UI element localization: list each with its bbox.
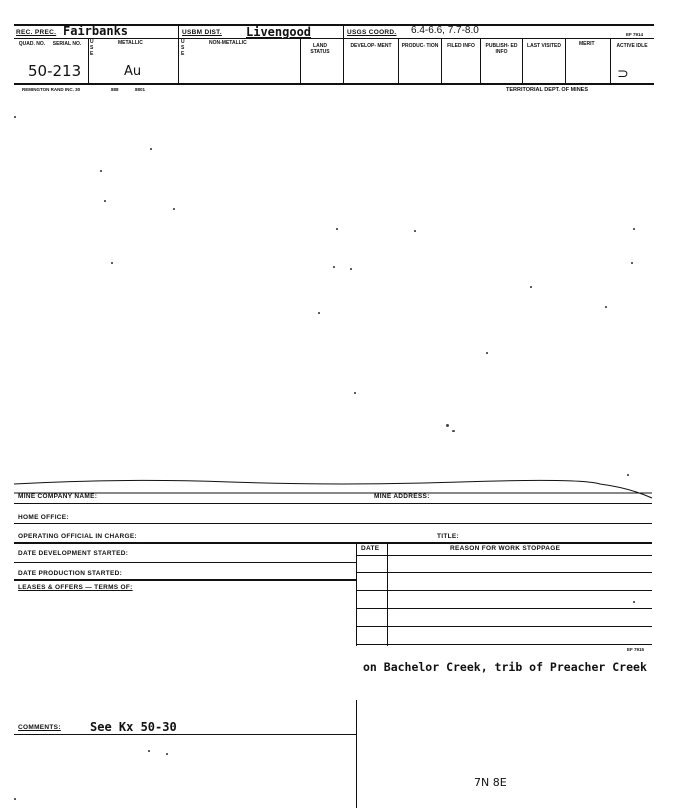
scan-speck xyxy=(318,312,320,314)
table-date-divider xyxy=(387,542,388,646)
card-top-edge xyxy=(0,470,678,500)
form-number-front: EF 7914 xyxy=(626,32,644,37)
scan-speck xyxy=(14,798,16,800)
usbm-dist-label: USBM DIST. xyxy=(182,29,222,36)
scan-speck xyxy=(111,262,113,264)
col-divider xyxy=(565,38,566,84)
home-office-label: HOME OFFICE: xyxy=(18,514,69,521)
comments-value: See Kx 50-30 xyxy=(90,720,177,734)
filed-info-text: FILED INFO xyxy=(447,43,475,49)
scan-speck xyxy=(627,474,629,476)
scan-speck xyxy=(605,306,607,308)
scan-speck xyxy=(104,200,106,202)
printer-imprint: REMINGTON RAND INC. 30 xyxy=(22,87,81,92)
quad-serial-value: 50-213 xyxy=(28,62,82,80)
index-card-front xyxy=(0,0,678,100)
serial-no-text: SERIAL NO. xyxy=(52,41,82,47)
date-production-started-label: DATE PRODUCTION STARTED: xyxy=(18,570,123,577)
col-divider xyxy=(178,24,179,84)
col-divider xyxy=(441,38,442,84)
township-range-note: 7N 8E xyxy=(474,776,507,789)
date-column-header: DATE xyxy=(361,545,380,552)
scan-speck xyxy=(166,753,168,755)
use-left-header xyxy=(90,39,96,57)
col-divider xyxy=(522,38,523,84)
reason-column-header: REASON FOR WORK STOPPAGE xyxy=(450,545,561,552)
use-u: U xyxy=(181,39,185,45)
comments-label: COMMENTS: xyxy=(18,724,61,731)
use-right-header xyxy=(181,39,187,57)
mine-address-label: MINE ADDRESS: xyxy=(374,493,430,500)
metallic-header: METALLIC xyxy=(118,40,143,46)
scan-speck xyxy=(414,230,416,232)
location-note: on Bachelor Creek, trib of Preacher Creek xyxy=(363,660,647,674)
development-text: DEVELOP- MENT xyxy=(350,43,392,49)
scan-speck xyxy=(631,262,633,264)
scan-speck xyxy=(530,286,532,288)
col-divider xyxy=(610,38,611,84)
rule xyxy=(356,644,652,645)
production-text: PRODUC- TION xyxy=(401,43,439,49)
usgs-coord-label: USGS COORD. xyxy=(347,29,397,36)
production-header xyxy=(401,43,439,49)
rule xyxy=(14,562,356,563)
mine-company-name-label: MINE COMPANY NAME: xyxy=(18,493,98,500)
rule xyxy=(14,523,652,524)
col-divider xyxy=(398,38,399,84)
rule xyxy=(356,572,652,573)
record-bottom-rule xyxy=(14,83,654,85)
form-number-back: EF 7915 xyxy=(627,647,645,652)
land-status-header xyxy=(303,43,337,55)
serial-no-header xyxy=(50,41,84,47)
operating-official-label: OPERATING OFFICIAL IN CHARGE: xyxy=(18,533,137,540)
metallic-value: Au xyxy=(124,64,142,79)
scan-speck xyxy=(452,430,455,432)
published-info-header xyxy=(483,43,520,55)
last-visited-header xyxy=(525,43,563,49)
printer-code-a: 888 xyxy=(111,87,119,92)
usgs-coord-value: 6.4-6.6, 7.7-8.0 xyxy=(411,25,479,36)
scan-speck xyxy=(486,352,488,354)
scan-speck xyxy=(633,601,635,603)
published-info-text: PUBLISH- ED INFO xyxy=(485,43,518,55)
col-divider xyxy=(343,24,344,84)
scan-speck xyxy=(633,228,635,230)
col-divider xyxy=(88,38,89,84)
printer-code-b: 8801 xyxy=(135,87,146,92)
scan-speck xyxy=(336,228,338,230)
use-u: U xyxy=(90,39,94,45)
rec-prec-value: Fairbanks xyxy=(63,24,129,38)
leases-offers-label: LEASES & OFFERS — TERMS OF: xyxy=(18,584,133,591)
land-status-text: LAND STATUS xyxy=(310,43,330,55)
active-idle-mark: ⊃ xyxy=(617,66,629,82)
col-divider xyxy=(480,38,481,84)
development-header xyxy=(346,43,396,49)
lower-divider xyxy=(356,700,357,808)
last-visited-text: LAST VISITED xyxy=(527,43,561,49)
rule xyxy=(14,503,652,504)
header-bottom-rule xyxy=(14,38,654,39)
scan-speck xyxy=(350,268,352,270)
rule xyxy=(356,608,652,609)
use-s: S xyxy=(181,45,185,51)
scan-speck xyxy=(446,424,449,427)
scan-speck xyxy=(100,170,102,172)
scan-speck xyxy=(150,148,152,150)
merit-header: MERIT xyxy=(579,41,595,47)
rec-prec-label: REC. PREC. xyxy=(16,29,57,36)
active-idle-header xyxy=(613,43,651,49)
col-divider xyxy=(300,38,301,84)
quad-no-header xyxy=(16,41,48,47)
scan-speck xyxy=(333,266,335,268)
rule xyxy=(14,579,356,581)
date-development-started-label: DATE DEVELOPMENT STARTED: xyxy=(18,550,129,557)
rule xyxy=(356,555,652,556)
table-left-border xyxy=(356,542,357,646)
use-e: E xyxy=(181,51,185,57)
territorial-dept: TERRITORIAL DEPT. OF MINES xyxy=(506,87,588,93)
title-label: TITLE: xyxy=(437,533,460,540)
scan-speck xyxy=(14,116,16,118)
filed-info-header xyxy=(444,43,478,49)
rule xyxy=(14,734,356,735)
rule xyxy=(356,590,652,591)
usbm-dist-value: Livengood xyxy=(246,25,312,39)
active-idle-text: ACTIVE IDLE xyxy=(616,43,648,49)
scan-speck xyxy=(148,750,150,752)
use-s: S xyxy=(90,45,94,51)
scan-speck xyxy=(173,208,175,210)
rule xyxy=(14,542,652,544)
rule xyxy=(356,626,652,627)
use-e: E xyxy=(90,51,94,57)
index-card-back xyxy=(0,470,678,808)
scan-speck xyxy=(354,392,356,394)
non-metallic-header: NON-METALLIC xyxy=(209,40,247,46)
quad-no-text: QUAD. NO. xyxy=(18,41,46,47)
